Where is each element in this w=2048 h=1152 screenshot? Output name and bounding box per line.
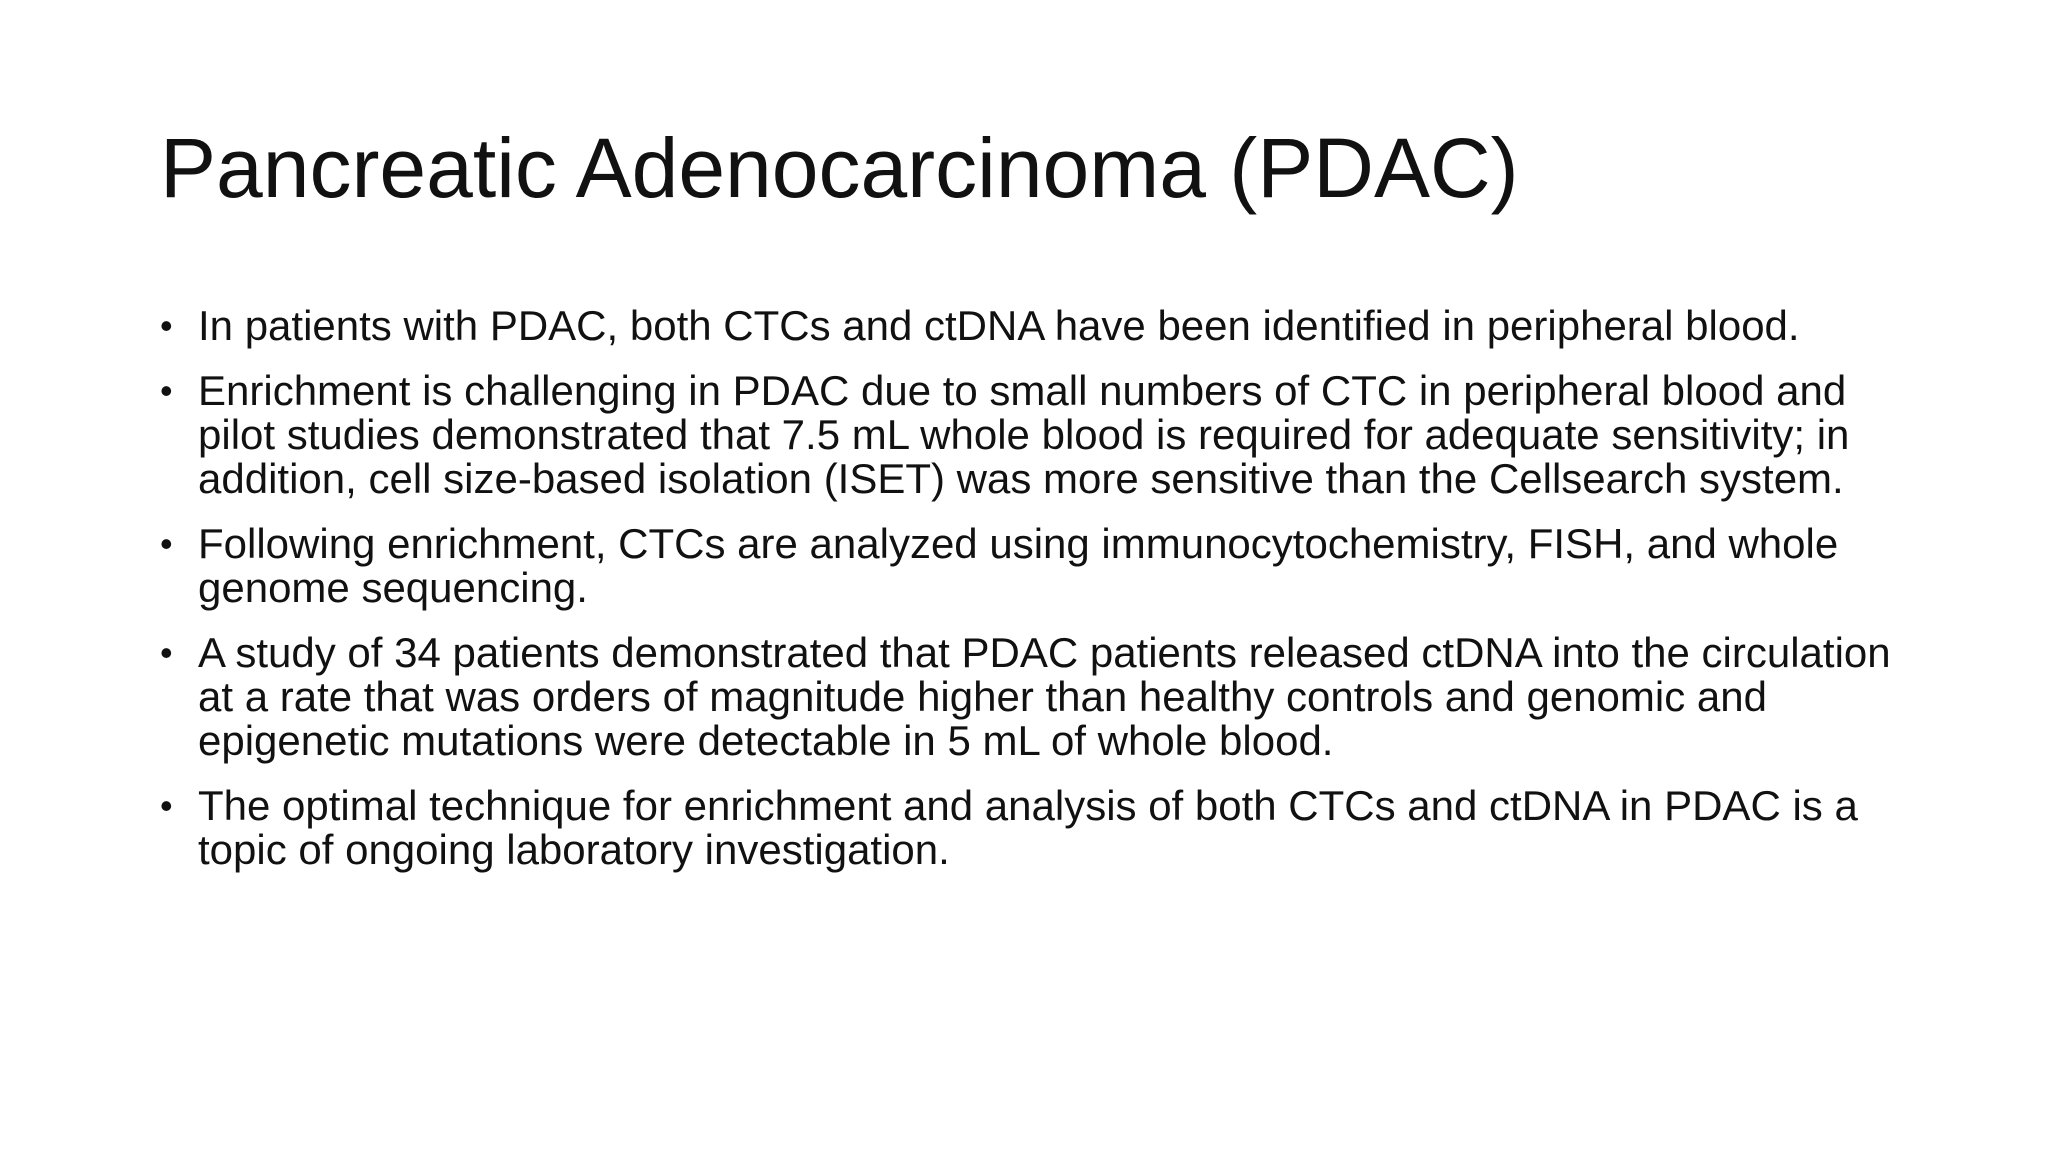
bullet-item — [160, 369, 1920, 501]
bullet-list — [160, 304, 1920, 893]
bullet-text: Enrichment is challenging in PDAC due to small numbers of CTC in peripheral blood and pilot studies demonstrated that 7.5 mL whole blood is required for adequate sensitivity; in addition, cell size-based isolation (ISET) was more sensitive than the Cellsearch system. — [198, 367, 1850, 502]
slide-title: Pancreatic Adenocarcinoma (PDAC) — [160, 121, 1519, 215]
bullet-dot-icon: • — [160, 523, 173, 564]
bullet-item — [160, 631, 1920, 763]
bullet-dot-icon: • — [160, 370, 173, 411]
bullet-text: A study of 34 patients demonstrated that PDAC patients released ctDNA into the circulation at a rate that was orders of magnitude higher than healthy controls and genomic and epigenetic mutations were detectable in 5 mL of whole blood. — [198, 629, 1891, 764]
bullet-item — [160, 522, 1920, 610]
bullet-dot-icon: • — [160, 785, 173, 826]
bullet-text: Following enrichment, CTCs are analyzed using immunocytochemistry, FISH, and whole genome sequencing. — [198, 520, 1839, 611]
bullet-item — [160, 784, 1920, 872]
bullet-text: The optimal technique for enrichment and analysis of both CTCs and ctDNA in PDAC is a topic of ongoing laboratory investigation. — [198, 782, 1858, 873]
bullet-dot-icon: • — [160, 305, 173, 346]
bullet-dot-icon: • — [160, 632, 173, 673]
bullet-text: In patients with PDAC, both CTCs and ctDNA have been identified in peripheral blood. — [198, 302, 1800, 349]
bullet-item — [160, 304, 1920, 348]
